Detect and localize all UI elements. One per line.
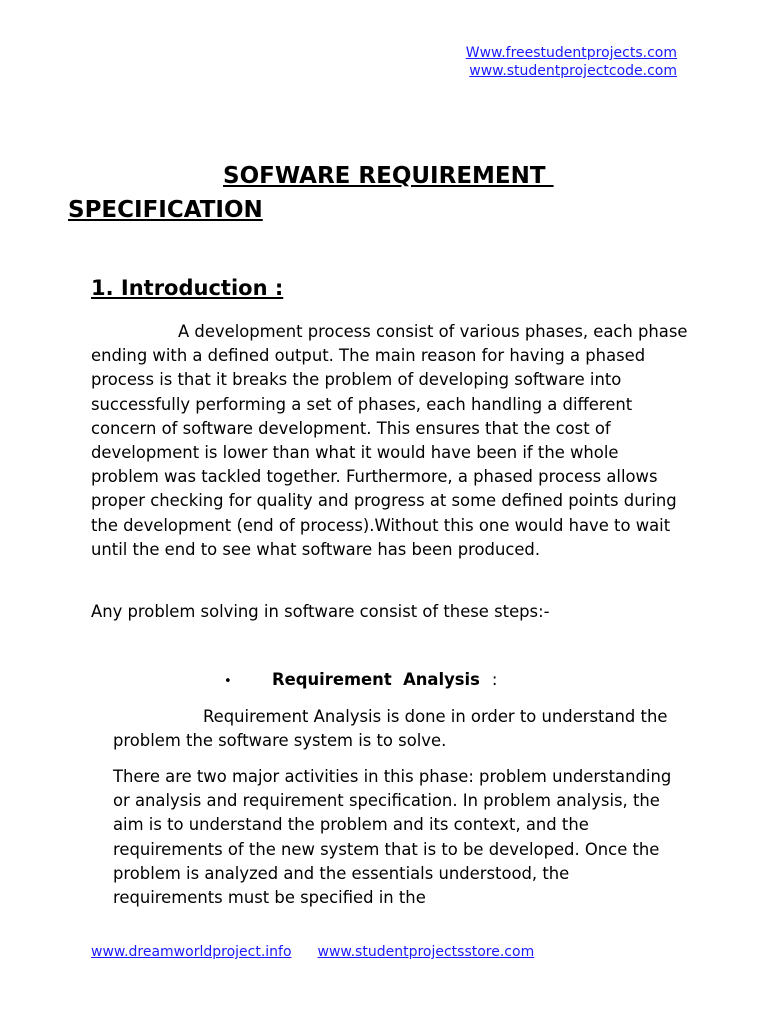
- bullet-label: Requirement Analysis: [272, 670, 480, 689]
- footer-link-dreamworldproject[interactable]: www.dreamworldproject.info: [91, 944, 292, 960]
- bullet-suffix: :: [491, 670, 498, 689]
- footer-link-studentprojectsstore[interactable]: www.studentprojectsstore.com: [317, 944, 535, 960]
- steps-paragraph: Any problem solving in software consist of these steps:-: [91, 602, 550, 621]
- document-title-line2: SPECIFICATION: [68, 197, 263, 223]
- intro-paragraph: [91, 320, 691, 562]
- requirement-analysis-text: Requirement Analysis is done in order to understand the problem the software system is to solve.: [113, 707, 668, 751]
- document-title-line1: SOFWARE REQUIREMENT: [223, 163, 554, 189]
- bullet-icon: •: [224, 674, 232, 689]
- section-heading-introduction: 1. Introduction :: [91, 276, 284, 300]
- footer-links: [91, 943, 534, 961]
- bullet-item-requirement-analysis: [224, 668, 497, 694]
- intro-paragraph-text: A development process consist of various phases, each phase ending with a defined output. The main reason for having a phased process is that it breaks the problem of developing software into successfully performing a set of phases, each handling a different concern of software development. This ensures that the cost of development is lower than what it would have been if the whole problem was tackled together. Furthermore, a phased process allows proper checking for quality and progress at some defined points during the development (end of process).Without this one would have to wait until the end to see what software has been produced.: [91, 322, 688, 559]
- activities-paragraph: There are two major activities in this phase: problem understanding or analysis and requirement specification. In problem analysis, the aim is to understand the problem and its context, and the requirements of the new system that is to be developed. Once the problem is analyzed and the essentials understood, the requirements must be specified in the: [113, 767, 672, 908]
- header-link-studentprojectcode[interactable]: www.studentprojectcode.com: [469, 63, 677, 79]
- header-links: [466, 44, 677, 80]
- header-link-freestudentprojects[interactable]: Www.freestudentprojects.com: [465, 45, 677, 61]
- requirement-analysis-paragraph: [113, 705, 683, 753]
